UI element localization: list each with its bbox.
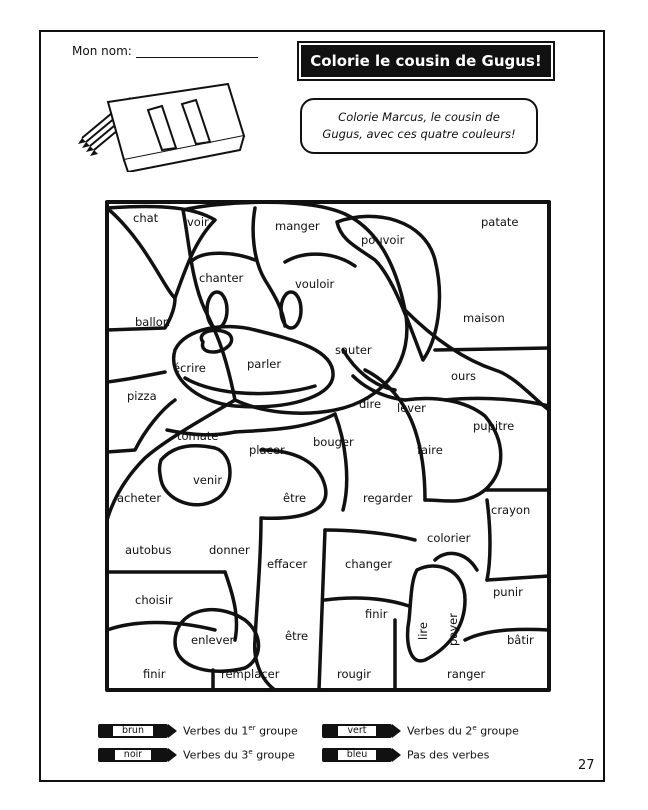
page-title: Colorie le cousin de Gugus! (301, 45, 551, 77)
word-label: faire (417, 443, 443, 457)
name-field-line[interactable] (136, 57, 258, 58)
word-label: sauter (335, 343, 372, 357)
word-label: être (283, 491, 307, 505)
word-label: parler (247, 357, 282, 371)
word-label: manger (275, 219, 320, 233)
legend-text: Verbes du 3 (183, 748, 249, 762)
legend-item (98, 748, 295, 762)
title-banner (297, 41, 555, 81)
word-label: voir (187, 215, 209, 229)
word-label: autobus (125, 543, 172, 557)
word-label: crayon (491, 503, 531, 517)
legend-item (98, 724, 298, 738)
crayon-color-label: vert (338, 726, 375, 736)
word-label: chat (133, 211, 159, 225)
page-number: 27 (578, 758, 595, 773)
coloring-picture[interactable] (105, 200, 551, 692)
crayon-icon (98, 748, 177, 762)
crayon-color-label: bleu (338, 750, 377, 760)
word-label: tomate (177, 429, 219, 443)
legend-text: groupe (255, 724, 298, 738)
word-label: lire (416, 622, 430, 640)
dog-coloring-svg[interactable] (105, 200, 551, 692)
legend-text: groupe (476, 724, 519, 738)
word-label: colorier (427, 531, 471, 545)
crayon-color-label: noir (115, 750, 151, 760)
instruction-box (300, 98, 538, 154)
word-label: ballon (135, 315, 171, 329)
word-label: acheter (117, 491, 162, 505)
word-label: finir (365, 607, 388, 621)
crayon-icon (98, 724, 177, 738)
word-label: enlever (191, 633, 235, 647)
word-label: donner (209, 543, 250, 557)
crayon-icon (322, 724, 401, 738)
word-label: remplacer (221, 667, 280, 681)
crayon-color-label: brun (113, 726, 153, 736)
word-label: rougir (337, 667, 372, 681)
word-label: venir (193, 473, 223, 487)
legend-text: Verbes du 1 (183, 724, 249, 738)
word-label: choisir (135, 593, 173, 607)
legend-text: groupe (252, 748, 295, 762)
word-label: chanter (199, 271, 244, 285)
word-label: vouloir (295, 277, 335, 291)
legend-item (322, 748, 489, 762)
legend-sup: e (248, 748, 253, 757)
word-label: être (285, 629, 309, 643)
legend-text: Pas des verbes (407, 748, 490, 762)
legend-item (322, 724, 519, 738)
name-label: Mon nom: (72, 44, 132, 58)
word-label: bouger (313, 435, 354, 449)
crayon-box-illustration (78, 80, 246, 172)
legend-sup: er (248, 724, 256, 733)
word-label: changer (345, 557, 393, 571)
crayon-icon (322, 748, 401, 762)
instruction-line-1: Colorie Marcus, le cousin de (338, 110, 500, 124)
instruction-line-2: Gugus, avec ces quatre couleurs! (322, 127, 516, 141)
word-label: maison (463, 311, 505, 325)
word-label: ours (451, 369, 477, 383)
word-label: bâtir (507, 633, 534, 647)
word-label: finir (143, 667, 166, 681)
word-label: pizza (127, 389, 157, 403)
word-label: pupitre (473, 419, 515, 433)
word-label: pouvoir (361, 233, 405, 247)
legend-text: Verbes du 2 (407, 724, 473, 738)
word-label: écrire (173, 361, 206, 375)
word-label: regarder (363, 491, 413, 505)
word-label: lever (397, 401, 426, 415)
word-label: punir (493, 585, 523, 599)
word-label: patate (481, 215, 519, 229)
word-label: placer (249, 443, 285, 457)
word-label: ranger (447, 667, 486, 681)
word-label: payer (446, 613, 460, 646)
word-label: effacer (267, 557, 308, 571)
word-label: dire (359, 397, 382, 411)
legend-sup: e (472, 724, 477, 733)
